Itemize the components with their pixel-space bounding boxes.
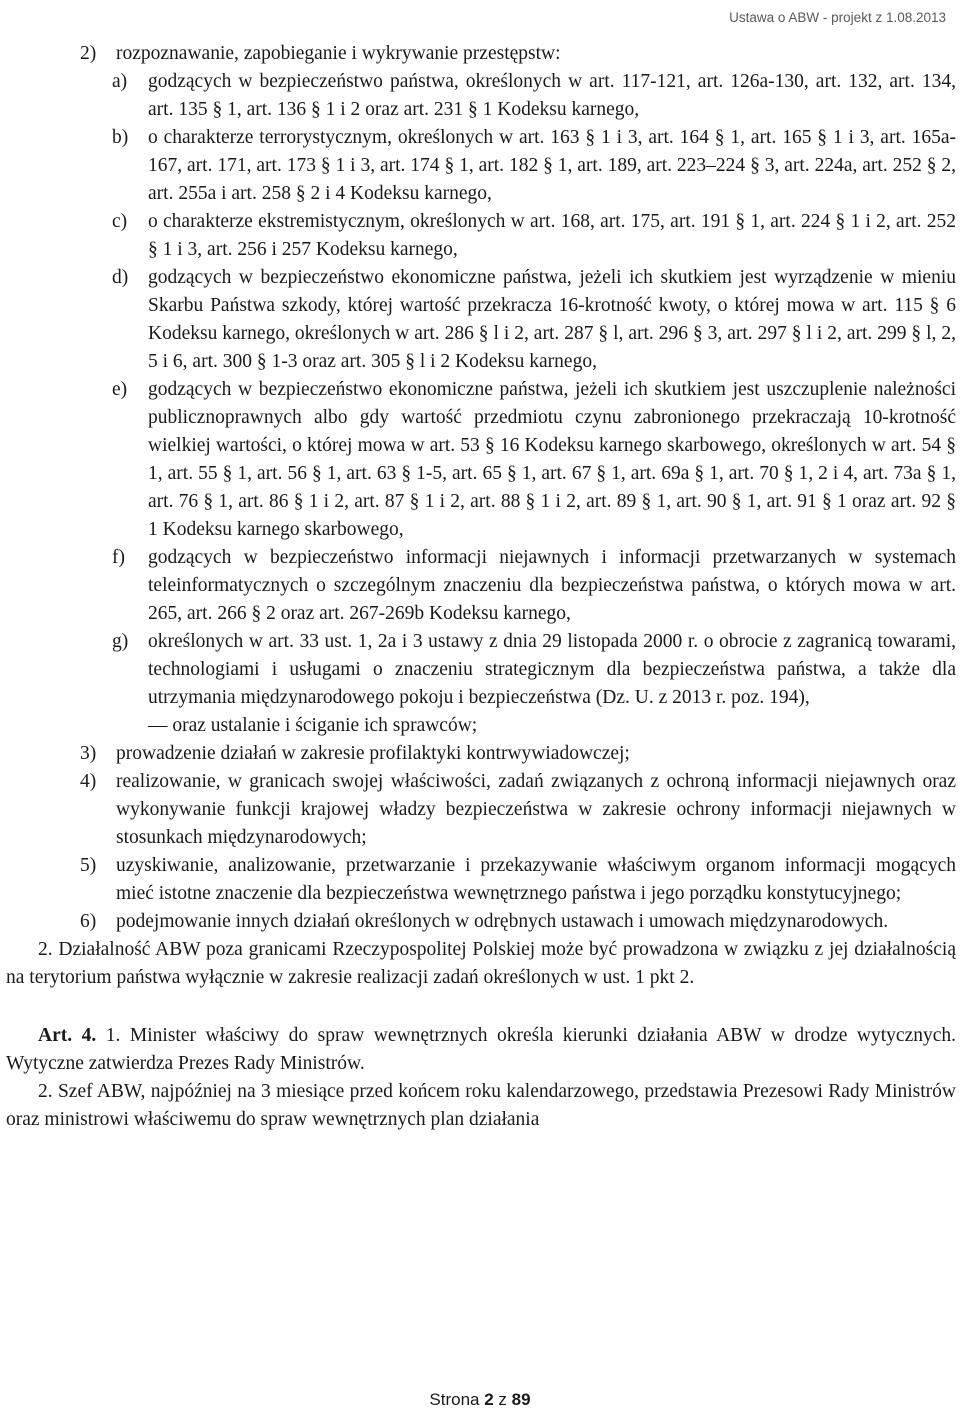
page-number: 2 [484,1390,494,1408]
list-item-4 [6,768,956,852]
sub-item-g [6,628,956,712]
page-separator: z [493,1390,512,1408]
art-4-ust-1 [6,1022,956,1078]
paragraph-ust-2: 2. Działalność ABW poza granicami Rzeczypospolitej Polskiej może być prowadzona w związku z jej działalnością na terytorium państwa wyłącznie w zakresie realizacji zadań określonych w ust. 1 pkt 2. [6,939,956,988]
sub-item-text: o charakterze ekstremistycznym, określonych w art. 168, art. 175, art. 191 § 1, art. 224 § 1 i 2, art. 252 § 1 i 3, art. 256 i 257 Kodeksu karnego, [148,211,956,260]
list-item-label: 6) [80,911,97,932]
sub-item-label: a) [112,71,128,92]
sub-item-label: d) [112,267,129,288]
sub-item-text: godzących w bezpieczeństwo ekonomiczne państwa, jeżeli ich skutkiem jest uszczuplenie należności publicznoprawnych albo gdy wartość przedmiotu czynu zabronionego przekraczają 10-krotność wielkiej wartości, o której mowa w art. 53 § 16 Kodeksu karnego skarbowego, określonych w art. 54 § 1, art. 55 § 1, art. 56 § 1, art. 63 § 1-5, art. 65 § 1, art. 67 § 1, art. 69a § 1, art. 70 § 1, 2 i 4, art. 73a § 1, art. 76 § 1, art. 86 § 1 i 2, art. 87 § 1 i 2, art. 88 § 1 i 2, art. 89 § 1, art. 90 § 1, art. 91 § 1 oraz art. 92 § 1 Kodeksu karnego skarbowego, [148,379,956,540]
list-item-label: 5) [80,855,97,876]
sub-item-text: godzących w bezpieczeństwo państwa, określonych w art. 117-121, art. 126a-130, art. 132, art. 134, art. 135 § 1, art. 136 § 1 i 2 oraz art. 231 § 1 Kodeksu karnego, [148,71,956,120]
sub-item-label: c) [112,211,128,232]
sub-item-text: określonych w art. 33 ust. 1, 2a i 3 ustawy z dnia 29 listopada 2000 r. o obrocie z zagranicą towarami, technologiami i usługami o znaczeniu strategicznym dla bezpieczeństwa państwa, a także dla utrzymania międzynarodowego pokoju i bezpieczeństwa (Dz. U. z 2013 r. poz. 194), [148,631,956,708]
list-item-text: podejmowanie innych działań określonych w odrębnych ustawach i umowach międzynarodowych. [116,911,889,932]
sub-item-f [6,544,956,628]
sub-item-label: e) [112,379,128,400]
sub-item-label: b) [112,127,129,148]
sub-item-a [6,68,956,124]
document-body [6,40,956,1134]
dash-line: — oraz ustalanie i ściganie ich sprawców; [148,715,478,736]
list-item-text: prowadzenie działań w zakresie profilaktyki kontrwywiadowczej; [116,743,630,764]
list-item-text: realizowanie, w granicach swojej właściwości, zadań związanych z ochroną informacji niejawnych oraz wykonywanie funkcji krajowej władzy bezpieczeństwa w zakresie ochrony informacji niejawnych w stosunkach międzynarodowych; [116,771,956,848]
spacer [6,992,956,1022]
sub-item-c [6,208,956,264]
list-item-text: uzyskiwanie, analizowanie, przetwarzanie i przekazywanie właściwym organom informacji mogących mieć istotne znaczenie dla bezpieczeństwa wewnętrznego państwa i jego porządku konstytucyjnego; [116,855,956,904]
page-total: 89 [511,1390,531,1408]
sub-item-text: godzących w bezpieczeństwo informacji niejawnych i informacji przetwarzanych w systemach teleinformatycznych o szczególnym znaczeniu dla bezpieczeństwa państwa, o których mowa w art. 265, art. 266 § 2 oraz art. 267-269b Kodeksu karnego, [148,547,956,624]
sub-item-d [6,264,956,376]
page-label: Strona [429,1390,485,1408]
list-item-3 [6,740,956,768]
list-item-text: rozpoznawanie, zapobieganie i wykrywanie przestępstw: [116,43,561,64]
list-item-label: 4) [80,771,97,792]
list-item-6 [6,908,956,936]
list-item-label: 2) [80,43,97,64]
list-item-5 [6,852,956,908]
sub-item-label: g) [112,631,129,652]
sub-item-text: godzących w bezpieczeństwo ekonomiczne państwa, jeżeli ich skutkiem jest wyrządzenie w mieniu Skarbu Państwa szkody, której wartość przekracza 16-krotność kwoty, o której mowa w art. 115 § 6 Kodeksu karnego, określonych w art. 286 § l i 2, art. 287 § l, art. 296 § 3, art. 297 § l i 2, art. 299 § l, 2, 5 i 6, art. 300 § 1-3 oraz art. 305 § l i 2 Kodeksu karnego, [148,267,956,372]
page-header: Ustawa o ABW - projekt z 1.08.2013 [729,10,946,25]
art-4-ust-1-text: 1. Minister właściwy do spraw wewnętrznych określa kierunki działania ABW w drodze wytycznych. Wytyczne zatwierdza Prezes Rady Ministrów. [6,1025,957,1074]
sub-item-b [6,124,956,208]
list-item-label: 3) [80,743,97,764]
sub-item-e [6,376,956,544]
article-heading: Art. 4. [38,1025,97,1046]
list-item-2 [6,40,956,68]
sub-item-text: o charakterze terrorystycznym, określonych w art. 163 § 1 i 3, art. 164 § 1, art. 165 § 1 i 3, art. 165a-167, art. 171, art. 173 § 1 i 3, art. 174 § 1, art. 182 § 1, art. 189, art. 223–224 § 3, art. 224a, art. 252 § 2, art. 255a i art. 258 § 2 i 4 Kodeksu karnego, [148,127,956,204]
sub-item-label: f) [112,547,125,568]
page-footer [0,1386,960,1408]
art-4-ust-2: 2. Szef ABW, najpóźniej na 3 miesiące przed końcem roku kalendarzowego, przedstawia Prezesowi Rady Ministrów oraz ministrowi właściwemu do spraw wewnętrznych plan działania [6,1081,956,1130]
